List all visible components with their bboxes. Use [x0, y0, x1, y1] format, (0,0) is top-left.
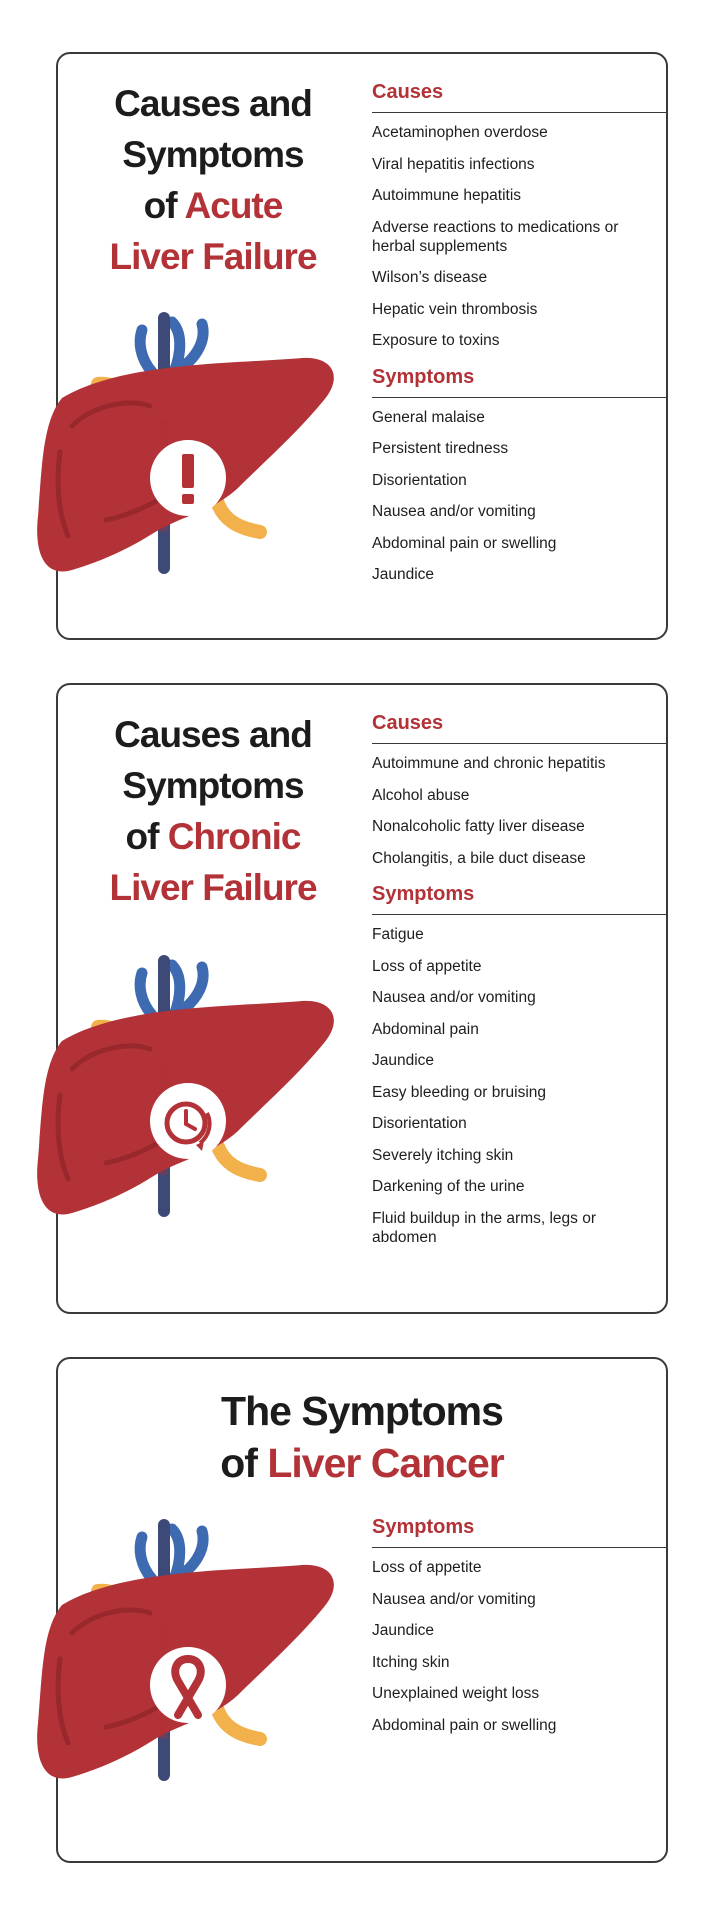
title-text: of: [143, 185, 185, 226]
list-item: Disorientation: [372, 1115, 467, 1132]
list-item: Nonalcoholic fatty liver disease: [372, 818, 585, 835]
list-item: Autoimmune and chronic hepatitis: [372, 755, 606, 772]
symptoms-list: [372, 408, 666, 597]
card-title: [68, 709, 358, 913]
list-item: Darkening of the urine: [372, 1178, 525, 1195]
liver-cancer-card: [56, 1357, 668, 1863]
liver-illustration: [2, 302, 362, 662]
list-item: Abdominal pain or swelling: [372, 534, 557, 552]
list-item: Loss of appetite: [372, 1559, 482, 1576]
list-item: Hepatic vein thrombosis: [372, 300, 538, 318]
causes-heading: Causes: [372, 709, 666, 744]
list-item: Disorientation: [372, 471, 467, 489]
symptoms-heading: Symptoms: [372, 1513, 666, 1548]
info-column: [372, 709, 666, 1259]
list-item: Unexplained weight loss: [372, 1685, 540, 1702]
title-line: Causes and: [114, 714, 312, 755]
title-accent: Liver Failure: [109, 236, 317, 277]
causes-list: [372, 123, 666, 363]
card-title: [58, 1385, 666, 1489]
list-item: Fatigue: [372, 926, 424, 943]
list-item: Jaundice: [372, 1052, 435, 1069]
list-item: Cholangitis, a bile duct disease: [372, 849, 586, 867]
list-item: Jaundice: [372, 1622, 435, 1639]
exclamation-icon: [182, 454, 194, 504]
list-item: Loss of appetite: [372, 957, 482, 975]
list-item: Wilson’s disease: [372, 269, 488, 286]
info-column: [372, 78, 666, 597]
title-accent: Acute: [184, 185, 283, 226]
list-item: Viral hepatitis infections: [372, 155, 535, 173]
list-item: Nausea and/or vomiting: [372, 1590, 536, 1608]
liver-illustration: [2, 945, 362, 1305]
card-title: [68, 78, 358, 282]
list-item: Alcohol abuse: [372, 786, 470, 804]
title-line: [68, 180, 358, 231]
title-line: [58, 1437, 666, 1489]
list-item: General malaise: [372, 408, 485, 426]
list-item: Itching skin: [372, 1653, 450, 1671]
causes-heading: Causes: [372, 78, 666, 113]
liver-illustration: [2, 1509, 362, 1869]
title-line: Causes and: [114, 83, 312, 124]
title-accent: Chronic: [167, 816, 301, 857]
list-item: Autoimmune hepatitis: [372, 187, 522, 204]
symptoms-heading: Symptoms: [372, 880, 666, 915]
list-item: Acetaminophen overdose: [372, 124, 548, 141]
title-text: of: [125, 816, 168, 857]
list-item: Adverse reactions to medications or herbal supplements: [372, 218, 619, 255]
title-line: Symptoms: [122, 134, 304, 175]
list-item: Jaundice: [372, 566, 435, 583]
list-item: Persistent tiredness: [372, 440, 509, 457]
list-item: Nausea and/or vomiting: [372, 503, 536, 520]
list-item: Abdominal pain: [372, 1020, 479, 1038]
symptoms-heading: Symptoms: [372, 363, 666, 398]
title-line: [68, 811, 358, 862]
list-item: Abdominal pain or swelling: [372, 1716, 557, 1734]
acute-liver-failure-card: [56, 52, 668, 640]
list-item: Severely itching skin: [372, 1146, 514, 1164]
list-item: Exposure to toxins: [372, 332, 500, 349]
title-line: The Symptoms: [221, 1388, 503, 1434]
title-line: Symptoms: [122, 765, 304, 806]
list-item: Fluid buildup in the arms, legs or abdomen: [372, 1209, 597, 1246]
title-text: of: [220, 1440, 268, 1486]
info-column: [372, 1513, 666, 1747]
title-accent: Liver Cancer: [267, 1440, 504, 1486]
title-accent: Liver Failure: [109, 867, 317, 908]
symptoms-list: [372, 925, 666, 1259]
list-item: Nausea and/or vomiting: [372, 989, 536, 1006]
chronic-liver-failure-card: [56, 683, 668, 1314]
symptoms-list: [372, 1558, 666, 1747]
list-item: Easy bleeding or bruising: [372, 1083, 547, 1101]
causes-list: [372, 754, 666, 880]
